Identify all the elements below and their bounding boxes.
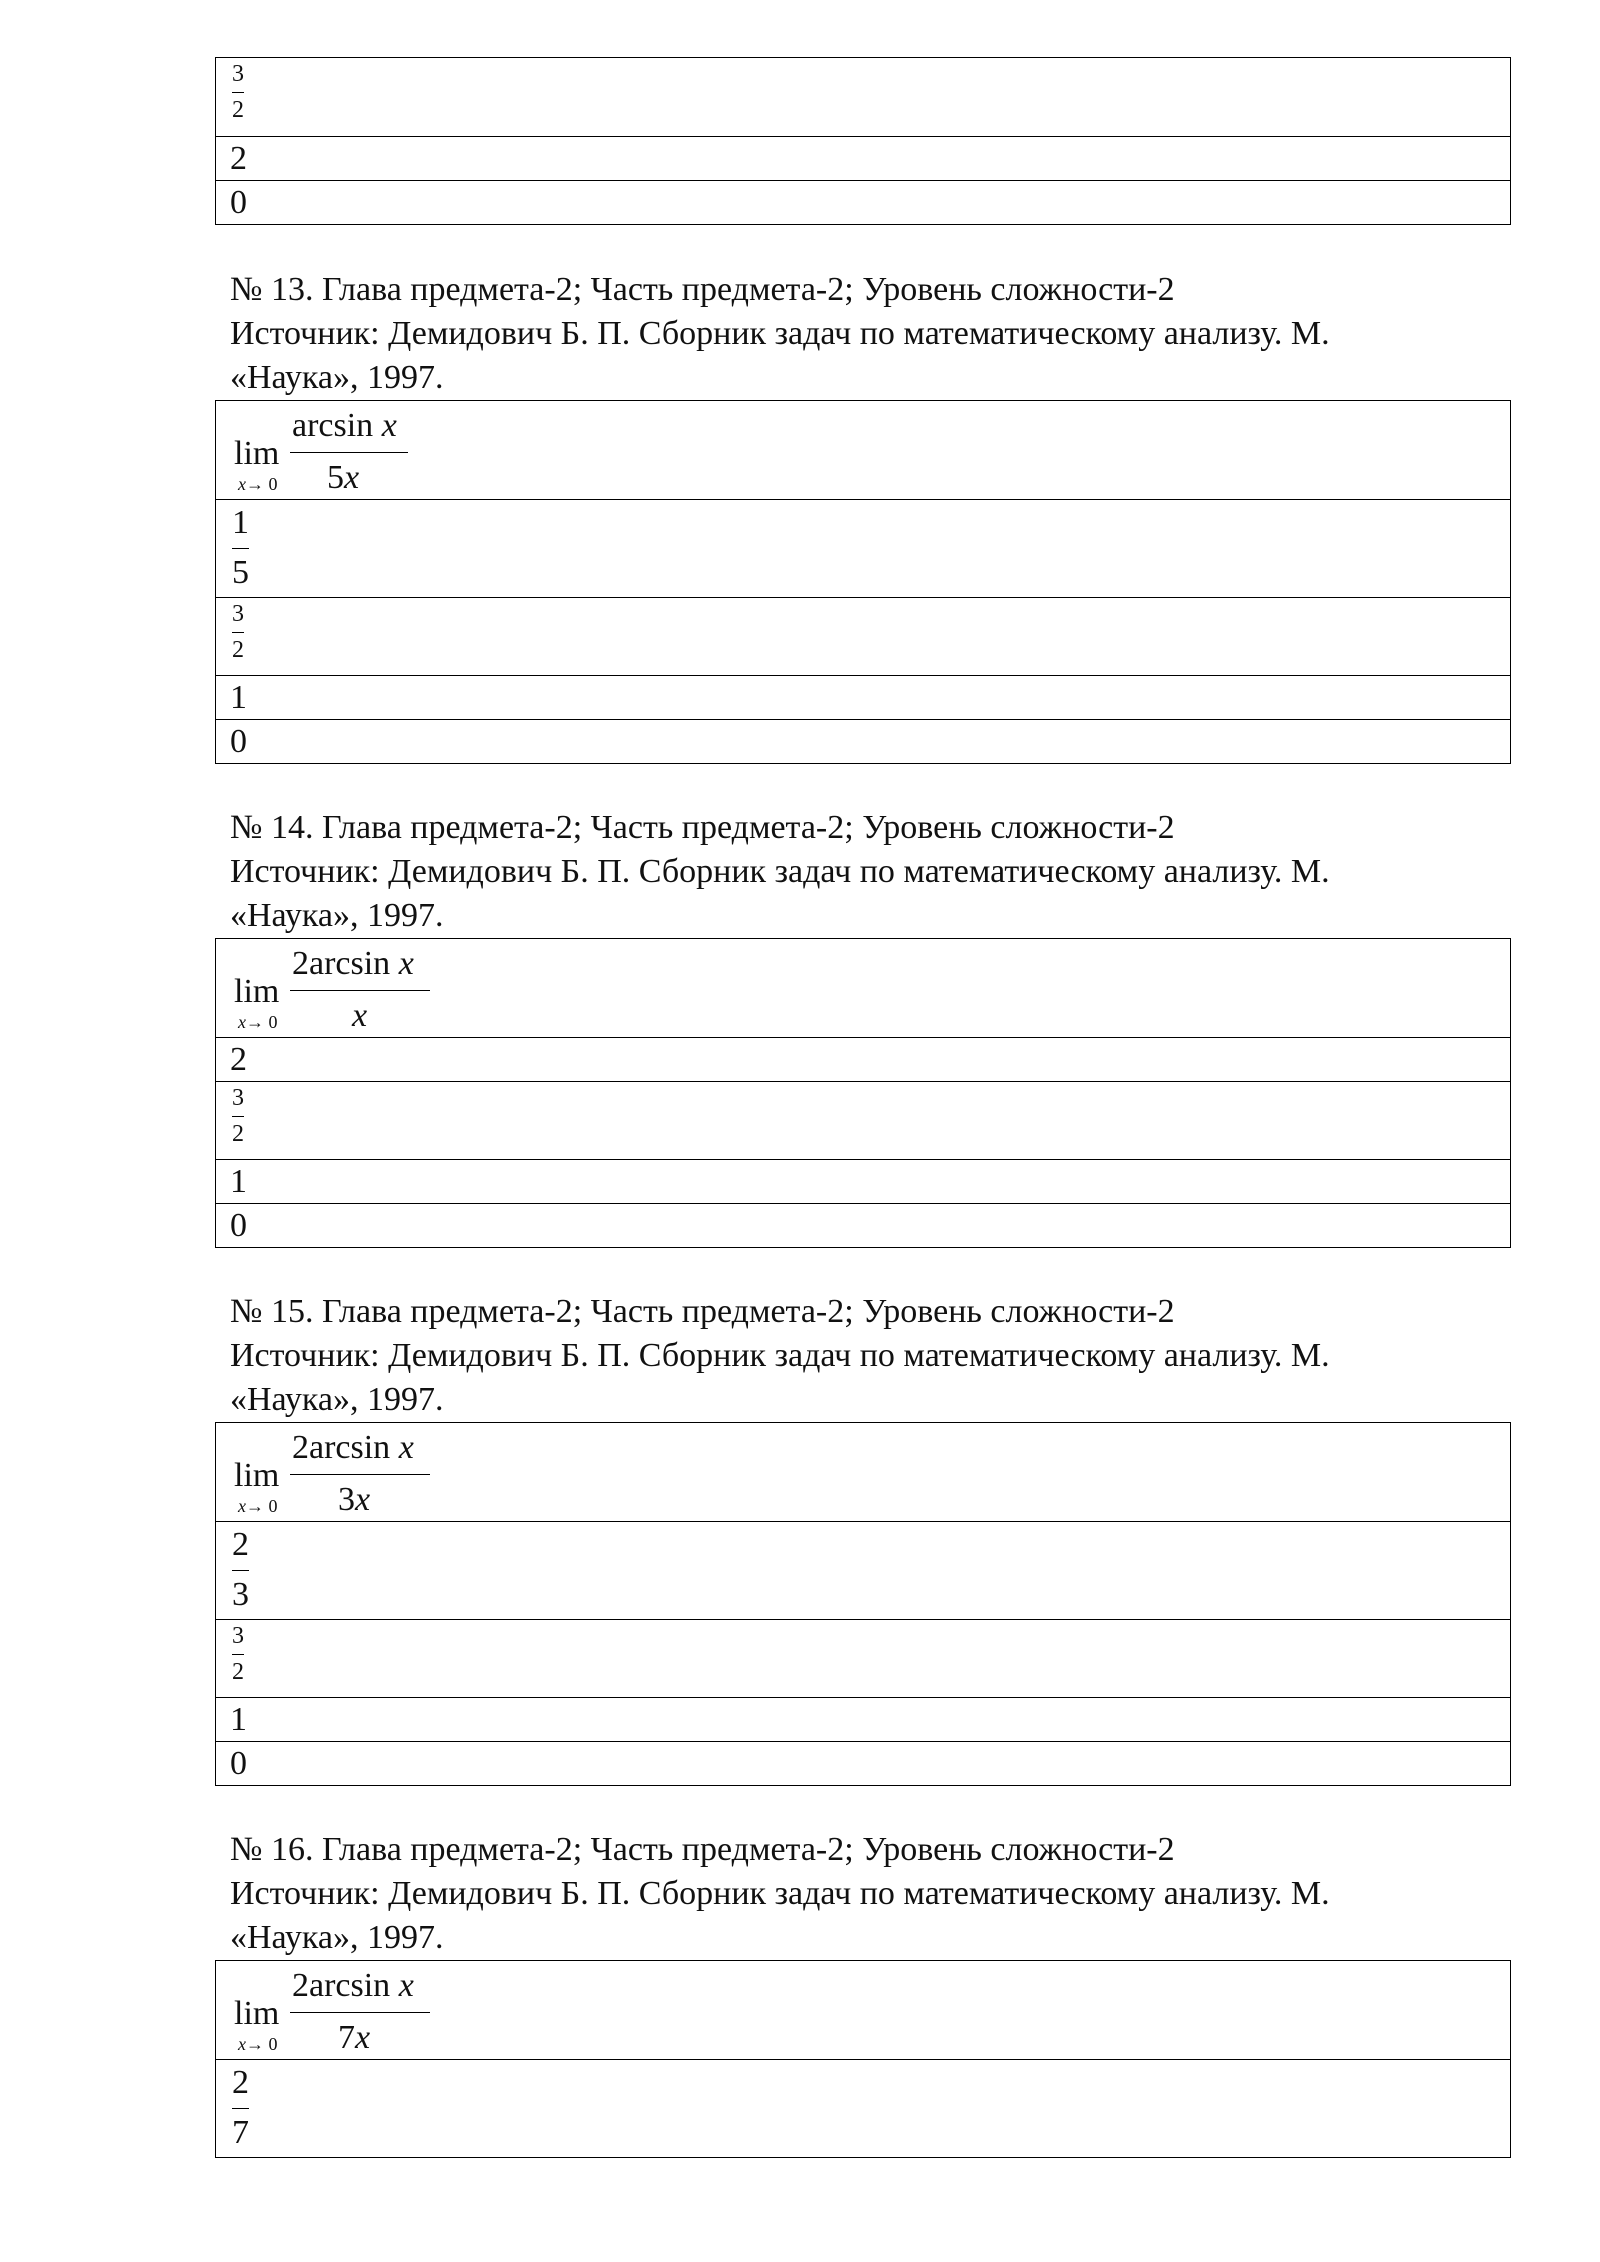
answer-table — [215, 57, 1511, 225]
question-header — [230, 268, 1530, 400]
denominator-variable: x — [352, 997, 368, 1034]
denominator-variable: x — [344, 459, 360, 496]
limit-denominator — [338, 1483, 370, 1517]
answer-fraction — [232, 1624, 244, 1684]
fraction-numerator: 3 — [232, 1623, 244, 1649]
limit-expression — [234, 1429, 634, 1518]
question-title: № 14. Глава предмета-2; Часть предмета-2; Уровень сложности-2 — [230, 809, 1175, 846]
limit-numerator — [292, 947, 414, 981]
answer-fraction — [232, 1086, 244, 1146]
limit-subscript — [238, 475, 278, 493]
limit-expression — [234, 945, 634, 1034]
fraction-bar — [290, 2012, 430, 2013]
answer-value: 0 — [230, 1207, 247, 1244]
fraction-numerator: 1 — [232, 504, 249, 541]
limit-target: → 0 — [246, 1496, 278, 1516]
numerator-variable: x — [398, 1967, 414, 2004]
answer-fraction — [232, 62, 244, 122]
answer-option-row — [216, 719, 1510, 763]
answer-fraction — [232, 1528, 249, 1612]
numerator-function: arcsin — [309, 1967, 391, 2004]
fraction-denominator: 2 — [232, 1121, 244, 1147]
limit-subscript — [238, 1013, 278, 1031]
fraction-bar — [232, 1654, 244, 1655]
fraction-denominator: 2 — [232, 1659, 244, 1685]
question-source: Источник: Демидович Б. П. Сборник задач по математическому анализу. М. — [230, 1337, 1330, 1374]
limit-operator: lim — [234, 435, 280, 472]
question-table — [215, 938, 1511, 1248]
question-expression-row — [216, 401, 1510, 499]
fraction-bar — [232, 2108, 249, 2109]
answer-option-row — [216, 2059, 1510, 2157]
numerator-function: arcsin — [309, 945, 391, 982]
numerator-variable: x — [398, 1429, 414, 1466]
limit-variable: x — [238, 474, 246, 494]
answer-fraction — [232, 506, 249, 590]
answer-option-row — [216, 1619, 1510, 1697]
answer-fraction — [232, 602, 244, 662]
question-title: № 16. Глава предмета-2; Часть предмета-2; Уровень сложности-2 — [230, 1831, 1175, 1868]
fraction-numerator: 2 — [232, 1526, 249, 1563]
fraction-bar — [232, 632, 244, 633]
answer-value: 0 — [230, 1745, 247, 1782]
question-header — [230, 1290, 1530, 1422]
fraction-bar — [290, 1474, 430, 1475]
limit-numerator — [292, 1969, 414, 2003]
answer-value: 1 — [230, 1701, 247, 1738]
denominator-coefficient: 5 — [327, 459, 344, 496]
fraction-denominator: 2 — [232, 637, 244, 663]
fraction-bar — [290, 990, 430, 991]
question-publisher: «Наука», 1997. — [230, 1919, 444, 1956]
denominator-coefficient: 7 — [338, 2019, 355, 2056]
answer-value: 1 — [230, 1163, 247, 1200]
limit-target: → 0 — [246, 474, 278, 494]
limit-subscript — [238, 1497, 278, 1515]
answer-option-row — [216, 1159, 1510, 1203]
limit-numerator — [292, 409, 397, 443]
limit-numerator — [292, 1431, 414, 1465]
answer-value: 0 — [230, 723, 247, 760]
question-source: Источник: Демидович Б. П. Сборник задач по математическому анализу. М. — [230, 853, 1330, 890]
question-header — [230, 806, 1530, 938]
answer-option-row — [216, 1741, 1510, 1785]
question-expression-row — [216, 1961, 1510, 2059]
answer-value: 0 — [230, 184, 247, 221]
answer-option-row — [216, 1697, 1510, 1741]
answer-option-row — [216, 1203, 1510, 1247]
question-publisher: «Наука», 1997. — [230, 897, 444, 934]
denominator-variable: x — [355, 2019, 371, 2056]
answer-option-row — [216, 499, 1510, 597]
fraction-numerator: 3 — [232, 1085, 244, 1111]
answer-option-row — [216, 136, 1510, 180]
limit-variable: x — [238, 1496, 246, 1516]
question-publisher: «Наука», 1997. — [230, 1381, 444, 1418]
numerator-variable: x — [398, 945, 414, 982]
fraction-bar — [232, 92, 244, 93]
limit-expression — [234, 1967, 634, 2056]
numerator-coefficient: 2 — [292, 1429, 309, 1466]
fraction-bar — [290, 452, 408, 453]
numerator-coefficient: 2 — [292, 945, 309, 982]
fraction-numerator: 3 — [232, 601, 244, 627]
fraction-denominator: 5 — [232, 554, 249, 591]
question-title: № 13. Глава предмета-2; Часть предмета-2; Уровень сложности-2 — [230, 271, 1175, 308]
question-publisher: «Наука», 1997. — [230, 359, 444, 396]
fraction-denominator: 7 — [232, 2114, 249, 2151]
question-title: № 15. Глава предмета-2; Часть предмета-2; Уровень сложности-2 — [230, 1293, 1175, 1330]
fraction-denominator: 3 — [232, 1576, 249, 1613]
limit-target: → 0 — [246, 2034, 278, 2054]
limit-operator: lim — [234, 973, 280, 1010]
question-source: Источник: Демидович Б. П. Сборник задач по математическому анализу. М. — [230, 315, 1330, 352]
question-expression-row — [216, 1423, 1510, 1521]
limit-denominator — [327, 461, 359, 495]
question-expression-row — [216, 939, 1510, 1037]
question-table — [215, 1960, 1511, 2158]
fraction-denominator: 2 — [232, 97, 244, 123]
answer-option-row — [216, 1521, 1510, 1619]
fraction-numerator: 2 — [232, 2064, 249, 2101]
limit-expression — [234, 407, 634, 496]
limit-subscript — [238, 2035, 278, 2053]
answer-option-row — [216, 675, 1510, 719]
answer-value: 2 — [230, 1041, 247, 1078]
fraction-numerator: 3 — [232, 61, 244, 87]
limit-variable: x — [238, 1012, 246, 1032]
answer-value: 2 — [230, 140, 247, 177]
answer-option-row — [216, 1037, 1510, 1081]
question-table — [215, 400, 1511, 764]
denominator-coefficient: 3 — [338, 1481, 355, 1518]
limit-variable: x — [238, 2034, 246, 2054]
fraction-bar — [232, 1116, 244, 1117]
numerator-variable: x — [381, 407, 397, 444]
numerator-function: arcsin — [309, 1429, 391, 1466]
numerator-function: arcsin — [292, 407, 374, 444]
answer-option-row — [216, 180, 1510, 224]
limit-operator: lim — [234, 1995, 280, 2032]
limit-target: → 0 — [246, 1012, 278, 1032]
answer-option-row — [216, 1081, 1510, 1159]
answer-option-row — [216, 597, 1510, 675]
answer-value: 1 — [230, 679, 247, 716]
answer-option-row — [216, 58, 1510, 136]
limit-denominator — [352, 999, 367, 1033]
question-table — [215, 1422, 1511, 1786]
answer-fraction — [232, 2066, 249, 2150]
question-header — [230, 1828, 1530, 1960]
limit-operator: lim — [234, 1457, 280, 1494]
limit-denominator — [338, 2021, 370, 2055]
fraction-bar — [232, 548, 249, 549]
question-source: Источник: Демидович Б. П. Сборник задач по математическому анализу. М. — [230, 1875, 1330, 1912]
numerator-coefficient: 2 — [292, 1967, 309, 2004]
denominator-variable: x — [355, 1481, 371, 1518]
fraction-bar — [232, 1570, 249, 1571]
